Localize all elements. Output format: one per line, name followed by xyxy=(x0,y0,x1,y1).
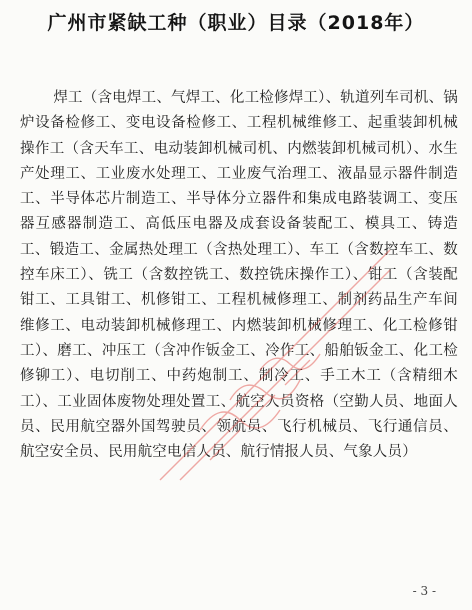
page-number: - 3 - xyxy=(412,584,436,598)
document-body xyxy=(20,86,458,465)
document-title: 广州市紧缺工种（职业）目录（2018年） xyxy=(47,12,425,34)
occupation-list-paragraph: 焊工（含电焊工、气焊工、化工检修焊工）、轨道列车司机、锅炉设备检修工、变电设备检修工、工程机械维修工、起重装卸机械操作工（含天车工、电动装卸机械司机、内燃装卸机械司机）、水生产处理工、工业废水处理工、工业废气治理工、液晶显示器件制造工、半导体芯片制造工、半导体分立器件和集成电路装调工、变压器互感器制造工、高低压电器及成套设备装配工、模具工、铸造工、锻造工、金属热处理工（含热处理工）、车工（含数控车工、数控车床工）、铣工（含数控铣工、数控铣床操作工）、钳工（含装配钳工、工具钳工、机修钳工、工程机械修理工、制剂药品生产车间维修工、电动装卸机械修理工、内燃装卸机械修理工、化工检修钳工）、磨工、冲压工（含冲作钣金工、冷作工、船舶钣金工、化工检修铆工）、电切削工、中药炮制工、制冷工、手工木工（含精细木工）、工业固体废物处理处置工、航空人员资格（空勤人员、地面人员、民用航空器外国驾驶员、领航员、飞行机械员、飞行通信员、航空安全员、民用航空电信人员、航行情报人员、气象人员） xyxy=(20,90,458,461)
